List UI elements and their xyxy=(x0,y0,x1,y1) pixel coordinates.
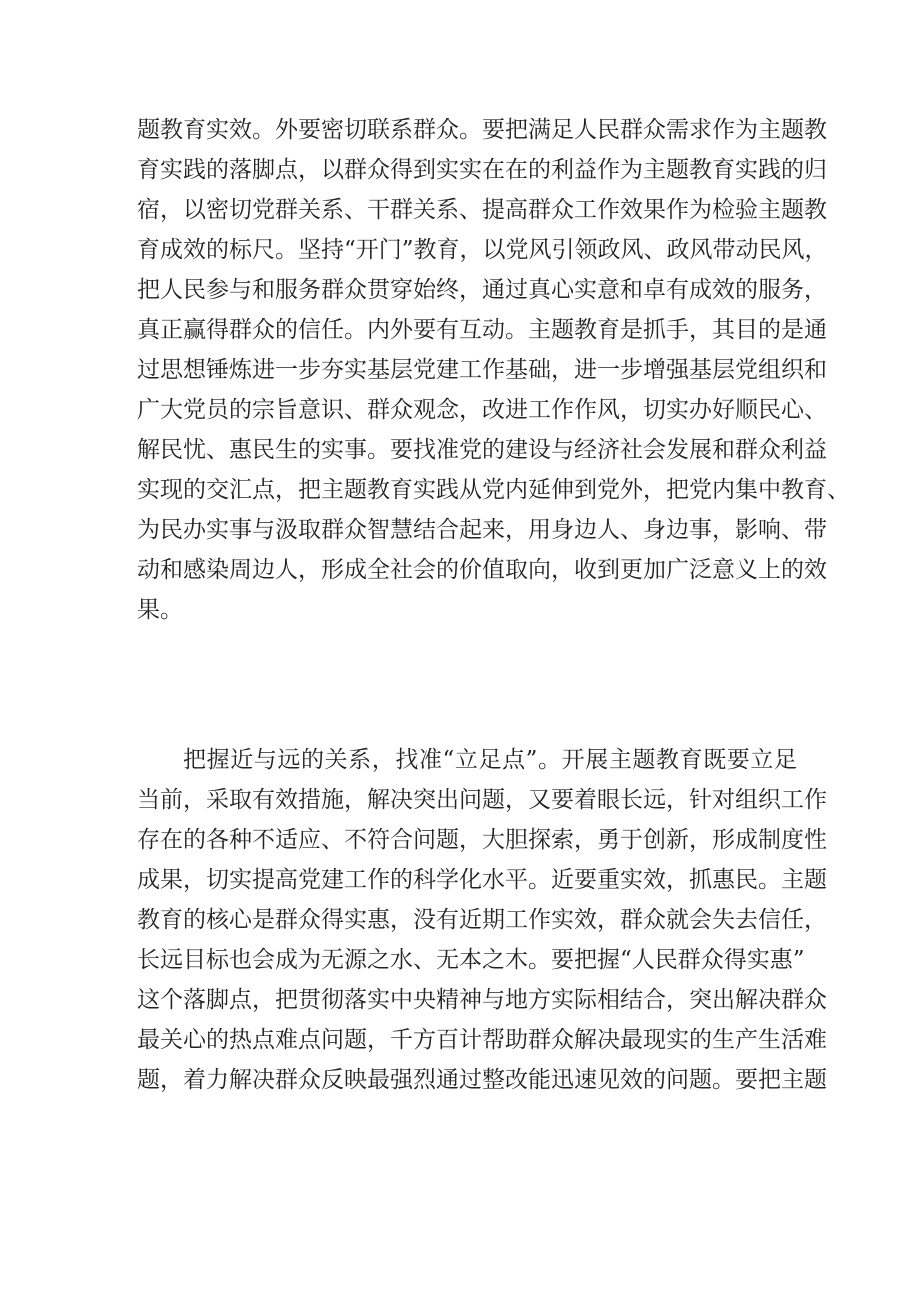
text-line: 过思想锤炼进一步夯实基层党建工作基础，进一步增强基层党组织和 xyxy=(137,357,827,383)
text-line: 教育的核心是群众得实惠，没有近期工作实效，群众就会失去信任， xyxy=(137,907,827,933)
text-line: 长远目标也会成为无源之水、无本之木。要把握“人民群众得实惠” xyxy=(137,947,805,973)
text-line: 这个落脚点，把贯彻落实中央精神与地方实际相结合，突出解决群众 xyxy=(137,987,827,1013)
text-line: 解民忧、惠民生的实事。要找准党的建设与经济社会发展和群众利益 xyxy=(137,437,827,463)
paragraph-1 xyxy=(137,110,850,630)
text-line: 广大党员的宗旨意识、群众观念，改进工作作风，切实办好顺民心、 xyxy=(137,397,827,423)
text-line: 实现的交汇点，把主题教育实践从党内延伸到党外，把党内集中教育、 xyxy=(137,477,850,503)
text-line: 动和感染周边人，形成全社会的价值取向，收到更加广泛意义上的效 xyxy=(137,557,827,583)
text-line: 为民办实事与汲取群众智慧结合起来，用身边人、身边事，影响、带 xyxy=(137,517,827,543)
text-line: 当前，采取有效措施，解决突出问题，又要着眼长远，针对组织工作 xyxy=(137,787,827,813)
text-line: 把人民参与和服务群众贯穿始终，通过真心实意和卓有成效的服务， xyxy=(137,277,827,303)
text-line: 育实践的落脚点，以群众得到实实在在的利益作为主题教育实践的归 xyxy=(137,157,827,183)
text-line: 题，着力解决群众反映最强烈通过整改能迅速见效的问题。要把主题 xyxy=(137,1067,827,1093)
text-line: 育成效的标尺。坚持“开门”教育，以党风引领政风、政风带动民风， xyxy=(137,237,828,263)
text-line: 果。 xyxy=(137,597,183,623)
text-line: 成果，切实提高党建工作的科学化水平。近要重实效，抓惠民。主题 xyxy=(137,867,827,893)
paragraph-2 xyxy=(137,740,827,1100)
text-line: 最关心的热点难点问题，千方百计帮助群众解决最现实的生产生活难 xyxy=(137,1027,827,1053)
text-line: 把握近与远的关系，找准“立足点”。开展主题教育既要立足 xyxy=(183,747,797,773)
text-line: 真正赢得群众的信任。内外要有互动。主题教育是抓手，其目的是通 xyxy=(137,317,827,343)
text-line: 宿，以密切党群关系、干群关系、提高群众工作效果作为检验主题教 xyxy=(137,197,827,223)
text-line: 题教育实效。外要密切联系群众。要把满足人民群众需求作为主题教 xyxy=(137,117,827,143)
text-line: 存在的各种不适应、不符合问题，大胆探索，勇于创新，形成制度性 xyxy=(137,827,827,853)
